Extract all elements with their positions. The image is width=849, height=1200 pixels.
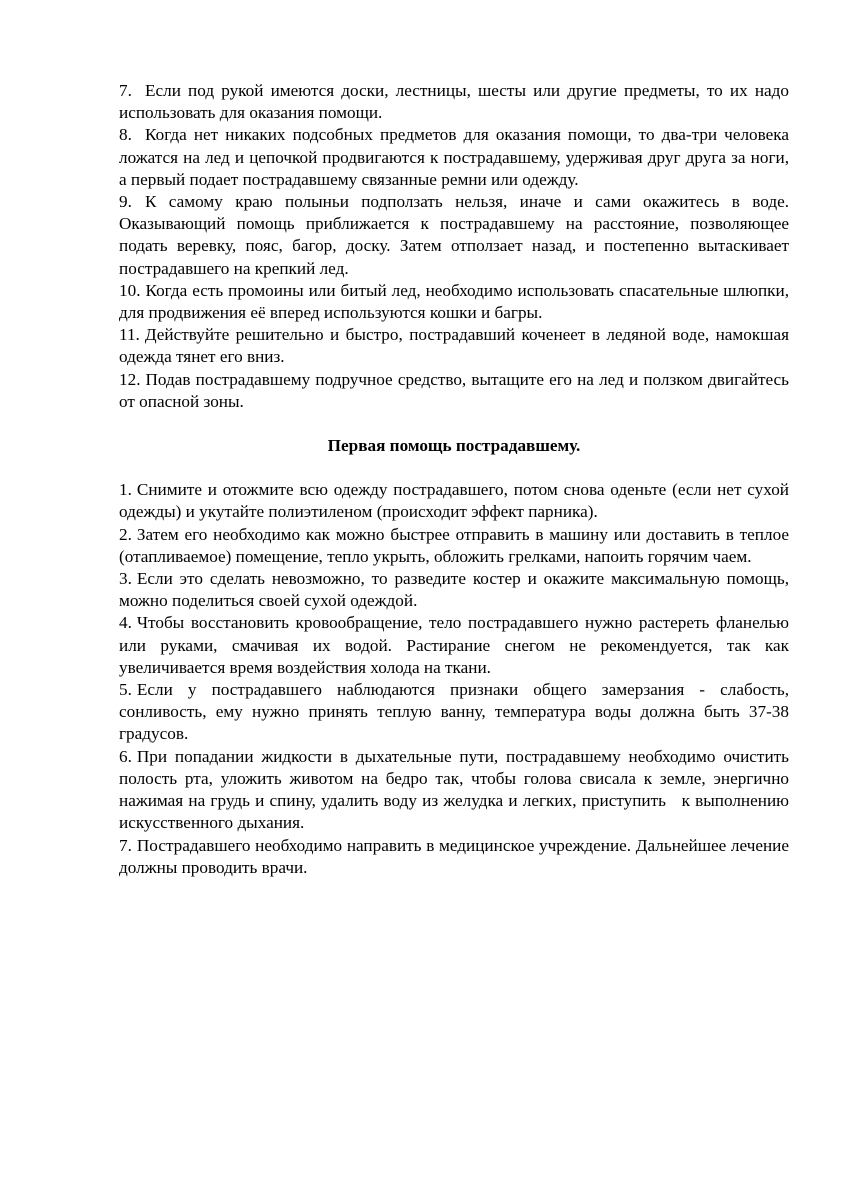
item-text: Подав пострадавшему подручное средство, вытащите его на лед и ползком двигайтесь от опасной зоны. xyxy=(119,369,789,411)
first-aid-list xyxy=(119,479,794,879)
list-item xyxy=(119,835,789,879)
list-item xyxy=(119,568,789,612)
list-item xyxy=(119,80,789,124)
item-text: К самому краю полыньи подползать нельзя, иначе и сами окажитесь в воде. Оказывающий помощь приближается к пострадавшему на расстояние, позволяющее подать веревку, пояс, багор, доску. Затем отползает назад, и постепенно вытаскивает пострадавшего на крепкий лед. xyxy=(119,192,789,278)
item-text: Если под рукой имеются доски, лестницы, шесты или другие предметы, то их надо использовать для оказания помощи. xyxy=(119,81,789,123)
list-item xyxy=(119,479,789,523)
document-page xyxy=(119,80,794,879)
item-number: 12. xyxy=(119,369,141,389)
list-item xyxy=(119,679,789,746)
item-text: Снимите и отожмите всю одежду пострадавшего, потом снова оденьте (если нет сухой одежды) и укутайте полиэтиленом (происходит эффект парника). xyxy=(119,480,789,522)
item-number: 4. xyxy=(119,613,132,633)
item-number: 5. xyxy=(119,680,132,700)
item-number: 2. xyxy=(119,524,132,544)
item-text: Когда нет никаких подсобных предметов для оказания помощи, то два-три человека ложатся на лед и цепочкой продвигаются к пострадавшему, удерживая друг друга за ноги, а первый подает пострадавшему связанные ремни или одежду. xyxy=(119,125,789,189)
item-text: Действуйте решительно и быстро, пострадавший коченеет в ледяной воде, намокшая одежда тянет его вниз. xyxy=(119,325,789,367)
item-number: 7. xyxy=(119,81,132,100)
list-item xyxy=(119,280,789,324)
item-number: 6. xyxy=(119,746,132,766)
list-item xyxy=(119,324,789,368)
item-number: 10. xyxy=(119,280,141,300)
item-text: Пострадавшего необходимо направить в медицинское учреждение. Дальнейшее лечение должны проводить врачи. xyxy=(119,835,789,877)
rescue-instructions-list xyxy=(119,80,789,413)
item-text: Затем его необходимо как можно быстрее отправить в машину или доставить в теплое (отапливаемое) помещение, тепло укрыть, обложить грелками, напоить горячим чаем. xyxy=(119,524,789,566)
item-number: 8. xyxy=(119,125,132,145)
item-number: 11. xyxy=(119,325,140,345)
list-item xyxy=(119,612,789,679)
list-item xyxy=(119,524,789,568)
item-number: 3. xyxy=(119,569,132,589)
list-item xyxy=(119,369,789,413)
item-number: 1. xyxy=(119,480,132,500)
list-item xyxy=(119,746,794,835)
item-number: 7. xyxy=(119,835,132,855)
item-number: 9. xyxy=(119,192,132,212)
list-item xyxy=(119,124,789,191)
item-text: Если это сделать невозможно, то разведите костер и окажите максимальную помощь, можно поделиться своей сухой одеждой. xyxy=(119,569,789,611)
item-text: Если у пострадавшего наблюдаются признаки общего замерзания - слабость, сонливость, ему нужно принять теплую ванну, температура воды должна быть 37-38 градусов. xyxy=(119,680,789,744)
item-text: При попадании жидкости в дыхательные пути, пострадавшему необходимо очистить полость рта, уложить животом на бедро так, чтобы голова свисала к земле, энергично нажимая на грудь и спину, удалить воду из желудка и легких, приступить к выполнению искусственного дыхания. xyxy=(119,746,794,833)
item-text: Когда есть промоины или битый лед, необходимо использовать спасательные шлюпки, для продвижения её вперед используются кошки и багры. xyxy=(119,280,789,323)
item-text: Чтобы восстановить кровообращение, тело пострадавшего нужно растереть фланелью или руками, смачивая их водой. Растирание снегом не рекомендуется, так как увеличивается время воздействия холода на ткани. xyxy=(119,613,789,677)
section-title: Первая помощь пострадавшему. xyxy=(327,436,581,456)
list-item xyxy=(119,191,789,280)
